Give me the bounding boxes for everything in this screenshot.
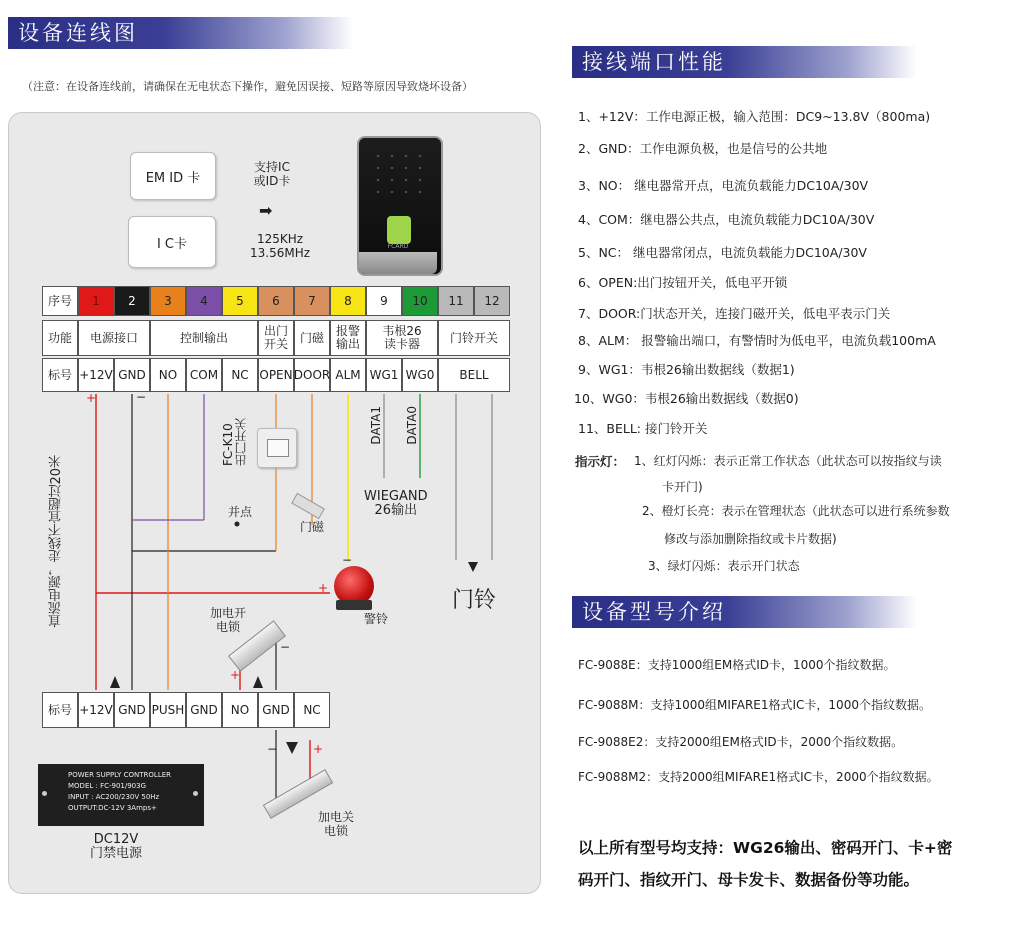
spec-item: 10、WG0：韦根26输出数据线（数据0) [574, 391, 799, 406]
power-terminal-mark: NO [222, 692, 258, 728]
spec-item: 9、WG1：韦根26输出数据线（数据1) [578, 362, 795, 377]
model-item: FC-9088E2：支持2000组EM格式ID卡，2000个指纹数据。 [578, 735, 904, 749]
psu-screw-right [193, 791, 198, 796]
terminal-function: 控制输出 [150, 320, 258, 356]
section-title-models: 设备型号介绍 [572, 596, 917, 628]
exit-switch-device [257, 428, 297, 468]
terminal-mark: NC [222, 358, 258, 392]
warning-note: （注意：在设备连线前，请确保在无电状态下操作，避免因误接、短路等原因导致烧坏设备） [22, 80, 473, 93]
junction-dot [235, 522, 240, 527]
spec-item: 11、BELL: 接门铃开关 [578, 421, 708, 436]
power-terminal-mark: NC [294, 692, 330, 728]
psu-plate-line: INPUT : AC200/230V 50Hz [68, 793, 160, 801]
spec-item: 1、+12V：工作电源正极，输入范围：DC9~13.8V（800ma) [578, 109, 931, 124]
terminal-number: 9 [366, 286, 402, 316]
terminal-mark: OPEN [258, 358, 294, 392]
indicator-item: 修改与添加删除指纹或卡片数据) [664, 532, 837, 546]
terminal-number: 2 [114, 286, 150, 316]
dc-power-note: 直流电源，走线不宜超过20米 [49, 455, 64, 628]
terminal-mark: WG0 [402, 358, 438, 392]
row-header-seq: 序号 [42, 286, 78, 316]
summary-line: 码开门、指纹开门、母卡发卡、数据备份等功能。 [578, 871, 920, 889]
card-support-text: 支持IC 或ID卡 [253, 160, 291, 188]
terminal-number: 5 [222, 286, 258, 316]
data0-label: DATA0 [405, 406, 419, 445]
terminal-mark: NO [150, 358, 186, 392]
terminal-number: 3 [150, 286, 186, 316]
alarm-label: 警铃 [364, 612, 389, 626]
terminal-number: 4 [186, 286, 222, 316]
terminal-mark: GND [114, 358, 150, 392]
exit-switch-label: FC-K10 出门开关 [221, 418, 248, 466]
arrow-bell [468, 562, 478, 572]
door-sensor-label: 门磁 [300, 520, 325, 534]
section-title-wiring: 设备连线图 [8, 17, 353, 49]
terminal-number: 11 [438, 286, 474, 316]
fingerprint-sensor [387, 216, 411, 244]
plus-sign: + [86, 391, 97, 405]
psu-plate-line: OUTPUT:DC-12V 3Amps+ [68, 804, 157, 812]
terminal-mark: DOOR [294, 358, 330, 392]
spec-item: 8、ALM： 报警输出端口，有警情时为低电平，电流负载100mA [578, 333, 936, 348]
spec-item: 3、NO： 继电器常开点，电流负载能力DC10A/30V [578, 178, 869, 193]
offlock-plus-sign: + [313, 742, 324, 756]
section-title-ports: 接线端口性能 [572, 46, 917, 78]
reader-base [359, 252, 437, 274]
indicator-item: 2、橙灯长亮：表示在管理状态（此状态可以进行系统参数 [642, 504, 950, 518]
power-terminal-mark: GND [114, 692, 150, 728]
terminal-function: 韦根26 读卡器 [366, 320, 438, 356]
model-item: FC-9088M2：支持2000组MIFARE1格式IC卡，2000个指纹数据。 [578, 770, 939, 784]
lock-plus-sign: + [230, 668, 241, 682]
junction-label: 并点 [228, 505, 253, 519]
terminal-number: 6 [258, 286, 294, 316]
psu-plate-line: MODEL : FC-901/903G [68, 782, 147, 790]
power-terminal-mark: GND [186, 692, 222, 728]
model-item: FC-9088M：支持1000组MIFARE1格式IC卡，1000个指纹数据。 [578, 698, 931, 712]
power-terminal-mark: GND [258, 692, 294, 728]
minus-sign: − [136, 390, 147, 404]
data1-label: DATA1 [369, 406, 383, 445]
terminal-function: 门铃开关 [438, 320, 510, 356]
terminal-number: 1 [78, 286, 114, 316]
lock-minus-sign: − [280, 640, 291, 654]
row-header-mark: 标号 [42, 358, 78, 392]
row-header-func: 功能 [42, 320, 78, 356]
spec-item: 7、DOOR:门状态开关，连接门磁开关，低电平表示门关 [578, 306, 891, 321]
fingerprint-reader [357, 136, 443, 276]
alarm-minus-sign: − [342, 553, 353, 567]
terminal-mark: WG1 [366, 358, 402, 392]
terminal-function: 报警 输出 [330, 320, 366, 356]
terminal-number: 7 [294, 286, 330, 316]
offlock-minus-sign: − [267, 742, 278, 756]
psu-plate-line: POWER SUPPLY CONTROLLER [68, 771, 172, 779]
terminal-number: 8 [330, 286, 366, 316]
lock-off-label: 加电关 电锁 [318, 810, 355, 838]
terminal-function: 电源接口 [78, 320, 150, 356]
indicator-label: 指示灯： [575, 454, 626, 469]
terminal-number: 10 [402, 286, 438, 316]
indicator-item: 卡开门) [662, 480, 703, 494]
indicator-item: 3、绿灯闪烁：表示开门状态 [648, 559, 800, 573]
doorbell-label: 门铃 [452, 588, 497, 613]
spec-item: 5、NC： 继电器常闭点，电流负载能力DC10A/30V [578, 245, 867, 260]
arrow-up-1 [110, 676, 120, 688]
terminal-mark: +12V [78, 358, 114, 392]
arrow-down [286, 742, 298, 754]
terminal-function: 门磁 [294, 320, 330, 356]
terminal-mark: BELL [438, 358, 510, 392]
spec-item: 2、GND：工作电源负极，也是信号的公共地 [578, 141, 828, 156]
row-header-mark: 标号 [42, 692, 78, 728]
keypad [371, 150, 427, 196]
terminal-mark: ALM [330, 358, 366, 392]
psu-label: DC12V 门禁电源 [90, 832, 143, 861]
reader-brand: FCARD [387, 243, 409, 250]
ic-card: I C卡 [128, 216, 216, 268]
wiegand-label: WIEGAND 26输出 [364, 489, 428, 518]
terminal-number: 12 [474, 286, 510, 316]
spec-item: 6、OPEN:出门按钮开关，低电平开锁 [578, 275, 788, 290]
frequency-text: 125KHz 13.56MHz [249, 232, 311, 260]
summary-line: 以上所有型号均支持：WG26输出、密码开门、卡+密 [578, 839, 953, 857]
arrow-up-2 [253, 676, 263, 688]
indicator-item: 1、红灯闪烁：表示正常工作状态（此状态可以按指纹与读 [634, 454, 942, 468]
terminal-function: 出门 开关 [258, 320, 294, 356]
power-terminal-mark: +12V [78, 692, 114, 728]
model-item: FC-9088E：支持1000组EM格式ID卡，1000个指纹数据。 [578, 658, 896, 672]
power-supply-plate [38, 764, 204, 826]
power-terminal-mark: PUSH [150, 692, 186, 728]
psu-screw-left [42, 791, 47, 796]
alarm-plus-sign: + [318, 581, 329, 595]
em-id-card: EM ID 卡 [130, 152, 216, 200]
spec-item: 4、COM：继电器公共点，电流负载能力DC10A/30V [578, 212, 875, 227]
exit-switch-button [267, 439, 289, 457]
lock-on-label: 加电开 电锁 [210, 606, 247, 634]
alarm-bell-base [336, 600, 372, 610]
arrow-right-icon: ➡ [259, 201, 273, 220]
terminal-mark: COM [186, 358, 222, 392]
